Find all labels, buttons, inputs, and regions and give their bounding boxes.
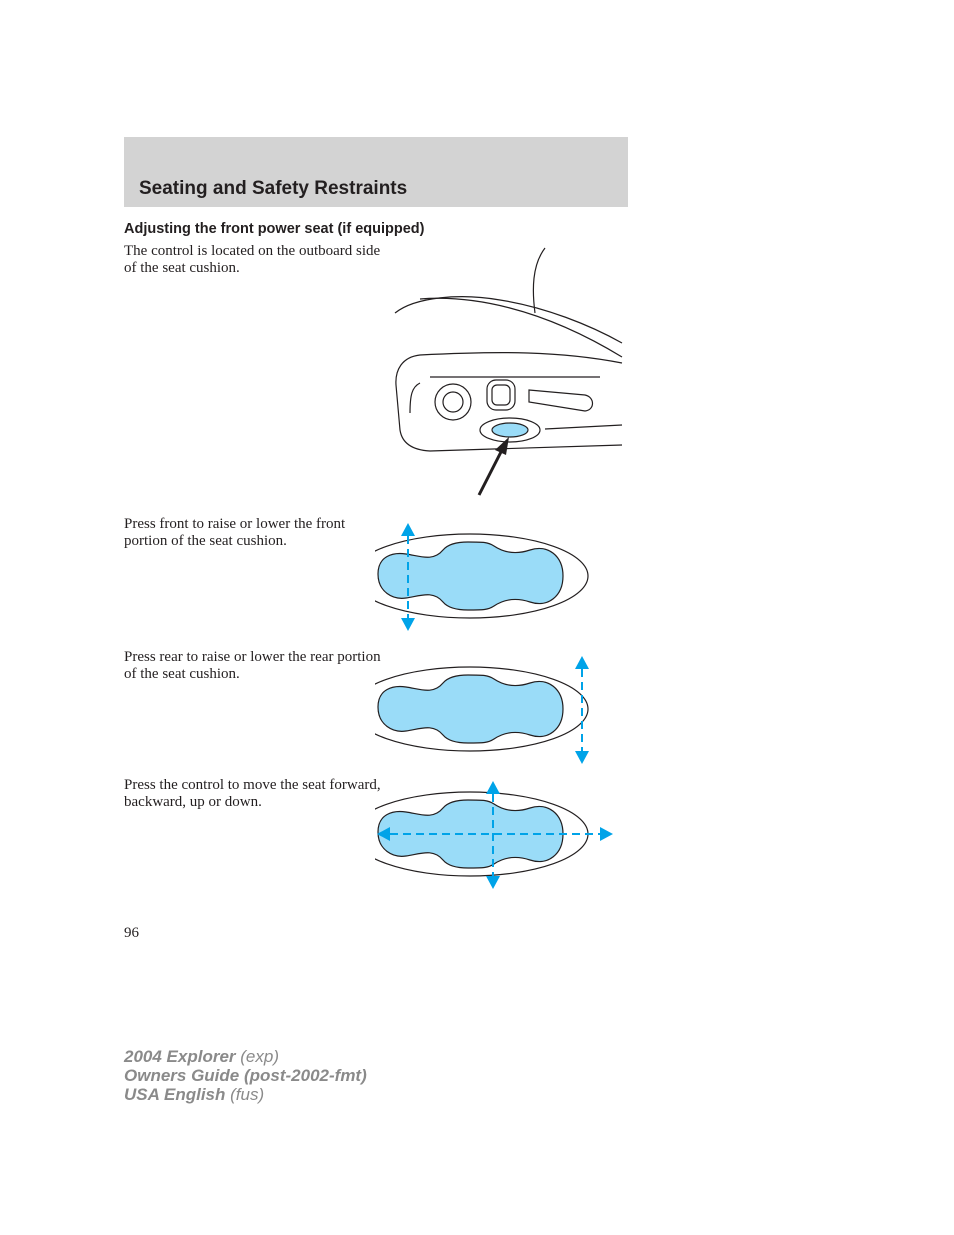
paragraph-front-raise: Press front to raise or lower the front portion of the seat cushion. <box>124 516 346 549</box>
arrow-up-icon <box>575 656 589 669</box>
front-raise-diagram <box>375 520 635 635</box>
seat-control-location-illustration <box>390 245 630 500</box>
arrow-down-icon <box>575 751 589 764</box>
section-title: Seating and Safety Restraints <box>139 178 408 199</box>
footer-language-code: (fus) <box>230 1085 265 1104</box>
paragraph-rear-raise: Press rear to raise or lower the rear portion of the seat cushion. <box>124 649 381 682</box>
pointer-arrow-icon <box>495 437 509 455</box>
subheading: Adjusting the front power seat (if equipped) <box>124 221 425 237</box>
footer-model-code: (exp) <box>240 1047 279 1066</box>
move-seat-diagram <box>375 778 635 893</box>
arrow-up-icon <box>401 523 415 536</box>
arrow-right-icon <box>600 827 613 841</box>
rear-raise-diagram <box>375 653 635 768</box>
document-footer <box>124 1047 367 1104</box>
arrow-up-icon <box>486 781 500 794</box>
paragraph-control-location: The control is located on the outboard side of the seat cushion. <box>124 243 381 276</box>
power-seat-control-highlight <box>492 423 528 437</box>
footer-language: USA English <box>124 1085 226 1104</box>
arrow-down-icon <box>401 618 415 631</box>
page-number: 96 <box>124 925 139 941</box>
footer-model: 2004 Explorer <box>124 1047 236 1066</box>
paragraph-move-seat: Press the control to move the seat forward, backward, up or down. <box>124 777 381 810</box>
footer-guide: Owners Guide (post-2002-fmt) <box>124 1066 367 1085</box>
arrow-down-icon <box>486 876 500 889</box>
